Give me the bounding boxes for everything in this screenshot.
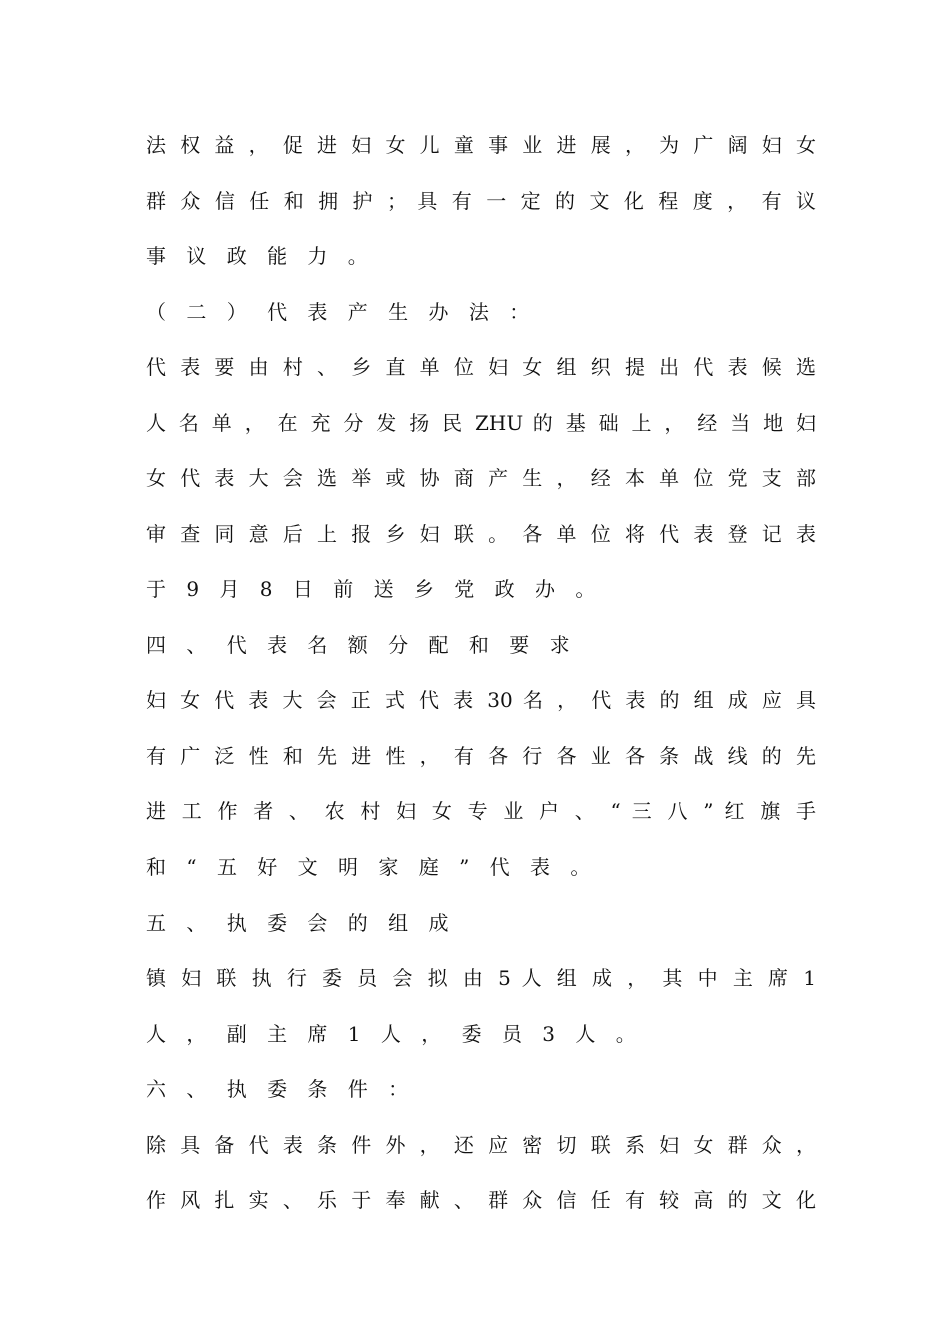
text-line-19: 除 具 备 代 表 条 件 外 ， 还 应 密 切 联 系 妇 女 群 众 ， <box>146 1133 816 1157</box>
section-heading-5: 五 、 执 委 会 的 组 成 <box>146 911 449 935</box>
text-line-11: 妇 女 代 表 大 会 正 式 代 表 30 名 ， 代 表 的 组 成 应 具 <box>146 688 816 712</box>
text-line-13: 进 工 作 者 、 农 村 妇 女 专 业 户 、 “ 三 八 ” 红 旗 手 <box>146 799 816 823</box>
section-heading-4: 四 、 代 表 名 额 分 配 和 要 求 <box>146 633 570 657</box>
section-heading-6: 六 、 执 委 条 件 ： <box>146 1077 409 1101</box>
text-line-20: 作 风 扎 实 、 乐 于 奉 献 、 群 众 信 任 有 较 高 的 文 化 <box>146 1188 816 1212</box>
text-line-2: 群 众 信 任 和 拥 护 ； 具 有 一 定 的 文 化 程 度 ， 有 议 <box>146 189 816 213</box>
text-line-7: 女 代 表 大 会 选 举 或 协 商 产 生 ， 经 本 单 位 党 支 部 <box>146 466 816 490</box>
text-line-17: 人 ， 副 主 席 1 人 ， 委 员 3 人 。 <box>146 1022 636 1046</box>
text-line-6: 人 名 单 ， 在 充 分 发 扬 民 ZHU 的 基 础 上 ， 经 当 地 妇 <box>146 411 816 435</box>
text-line-12: 有 广 泛 性 和 先 进 性 ， 有 各 行 各 业 各 条 战 线 的 先 <box>146 744 816 768</box>
text-line-9: 于 9 月 8 日 前 送 乡 党 政 办 。 <box>146 577 596 601</box>
text-line-1: 法 权 益 ， 促 进 妇 女 儿 童 事 业 进 展 ， 为 广 阔 妇 女 <box>146 133 816 157</box>
text-line-8: 审 查 同 意 后 上 报 乡 妇 联 。 各 单 位 将 代 表 登 记 表 <box>146 522 816 546</box>
text-line-14: 和 “ 五 好 文 明 家 庭 ” 代 表 。 <box>146 855 591 879</box>
text-line-16: 镇 妇 联 执 行 委 员 会 拟 由 5 人 组 成 ， 其 中 主 席 1 <box>146 966 816 990</box>
text-line-5: 代 表 要 由 村 、 乡 直 单 位 妇 女 组 织 提 出 代 表 候 选 <box>146 355 816 379</box>
section-heading-2: （ 二 ） 代 表 产 生 办 法 ： <box>146 300 530 324</box>
text-line-3: 事 议 政 能 力 。 <box>146 244 368 268</box>
